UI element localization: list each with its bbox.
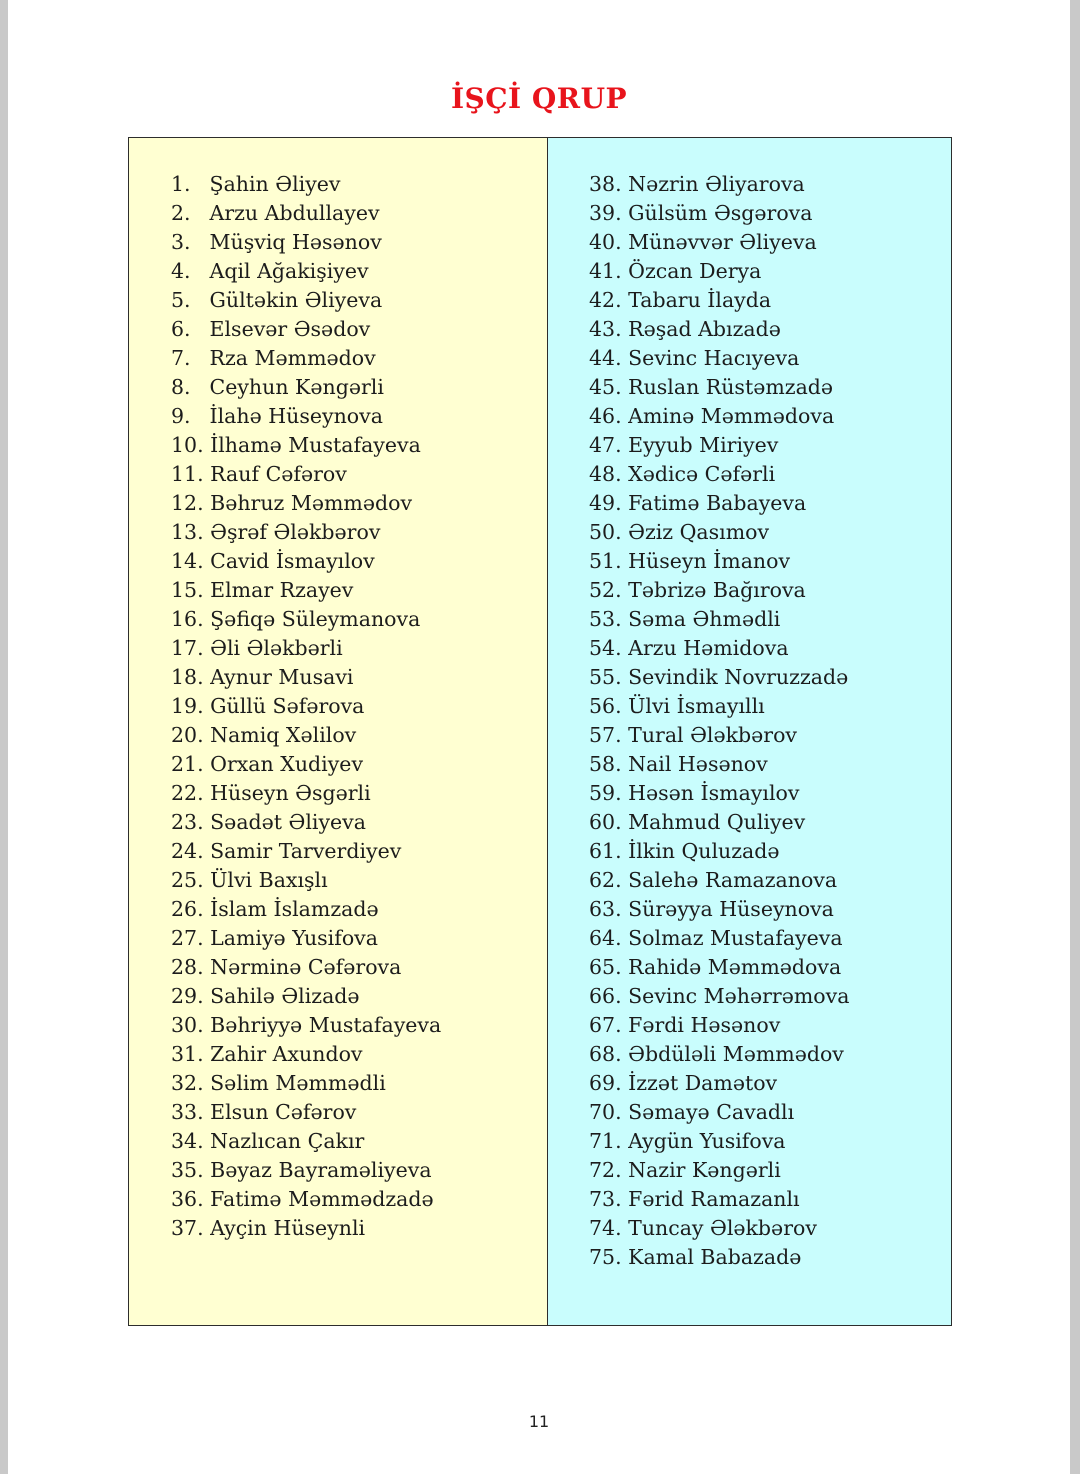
person-name: Ayçin Hüseynli xyxy=(210,1216,366,1240)
item-number: 13. xyxy=(171,520,204,544)
person-name: Aynur Musavi xyxy=(210,665,354,689)
person-name: Bəyaz Bayraməliyeva xyxy=(210,1158,432,1182)
item-number: 20. xyxy=(171,723,204,747)
list-item xyxy=(171,1214,547,1243)
list-item xyxy=(589,982,951,1011)
right-column xyxy=(548,138,951,1325)
person-name: Orxan Xudiyev xyxy=(210,752,364,776)
list-item xyxy=(589,228,951,257)
item-number: 5. xyxy=(171,288,191,312)
item-number: 29. xyxy=(171,984,204,1008)
item-number: 2. xyxy=(171,201,191,225)
item-number: 9. xyxy=(171,404,191,428)
list-item xyxy=(589,1098,951,1127)
list-item xyxy=(589,199,951,228)
person-name: Gültəkin Əliyeva xyxy=(209,288,383,312)
person-name: İlhamə Mustafayeva xyxy=(210,433,421,457)
person-name: Müşviq Həsənov xyxy=(209,230,382,254)
list-item xyxy=(171,1127,547,1156)
person-name: Rahidə Məmmədova xyxy=(628,955,842,979)
item-number: 35. xyxy=(171,1158,204,1182)
person-name: Fatimə Məmmədzadə xyxy=(210,1187,434,1211)
person-name: Nazlıcan Çakır xyxy=(210,1129,365,1153)
list-item xyxy=(171,1069,547,1098)
item-number: 6. xyxy=(171,317,191,341)
list-item xyxy=(589,924,951,953)
person-name: Solmaz Mustafayeva xyxy=(628,926,843,950)
item-number: 46. xyxy=(589,404,622,428)
list-item xyxy=(589,460,951,489)
person-name: Sahilə Əlizadə xyxy=(210,984,360,1008)
person-name: Elsevər Əsədov xyxy=(209,317,371,341)
list-item xyxy=(171,634,547,663)
list-item xyxy=(589,1243,951,1272)
list-item xyxy=(589,721,951,750)
list-item xyxy=(171,1098,547,1127)
person-name: Hüseyn İmanov xyxy=(628,549,791,573)
list-item xyxy=(589,257,951,286)
list-item xyxy=(171,837,547,866)
left-name-list xyxy=(171,170,547,1243)
item-number: 10. xyxy=(171,433,204,457)
person-name: Səlim Məmmədli xyxy=(210,1071,386,1095)
list-item xyxy=(589,634,951,663)
person-name: Ülvi Baxışlı xyxy=(210,868,328,892)
person-name: Tuncay Ələkbərov xyxy=(628,1216,817,1240)
item-number: 69. xyxy=(589,1071,622,1095)
person-name: Rauf Cəfərov xyxy=(210,462,347,486)
names-table xyxy=(128,137,952,1326)
item-number: 26. xyxy=(171,897,204,921)
person-name: Şəfiqə Süleymanova xyxy=(210,607,421,631)
item-number: 3. xyxy=(171,230,191,254)
item-number: 14. xyxy=(171,549,204,573)
person-name: Təbrizə Bağırova xyxy=(628,578,806,602)
person-name: Arzu Həmidova xyxy=(628,636,789,660)
list-item xyxy=(171,895,547,924)
item-number: 47. xyxy=(589,433,622,457)
item-number: 30. xyxy=(171,1013,204,1037)
person-name: Səmayə Cavadlı xyxy=(628,1100,795,1124)
person-name: Sürəyya Hüseynova xyxy=(628,897,834,921)
list-item xyxy=(589,489,951,518)
item-number: 63. xyxy=(589,897,622,921)
list-item xyxy=(171,373,547,402)
list-item xyxy=(589,953,951,982)
item-number: 27. xyxy=(171,926,204,950)
person-name: Nəzrin Əliyarova xyxy=(628,172,805,196)
item-number: 65. xyxy=(589,955,622,979)
item-number: 72. xyxy=(589,1158,622,1182)
item-number: 60. xyxy=(589,810,622,834)
person-name: Lamiyə Yusifova xyxy=(210,926,378,950)
item-number: 50. xyxy=(589,520,622,544)
item-number: 31. xyxy=(171,1042,204,1066)
item-number: 8. xyxy=(171,375,191,399)
item-number: 23. xyxy=(171,810,204,834)
list-item xyxy=(171,1156,547,1185)
item-number: 54. xyxy=(589,636,622,660)
item-number: 16. xyxy=(171,607,204,631)
item-number: 41. xyxy=(589,259,622,283)
list-item xyxy=(171,924,547,953)
person-name: Səma Əhmədli xyxy=(628,607,781,631)
item-number: 28. xyxy=(171,955,204,979)
list-item xyxy=(171,431,547,460)
person-name: Fərdi Həsənov xyxy=(628,1013,781,1037)
list-item xyxy=(171,605,547,634)
item-number: 17. xyxy=(171,636,204,660)
item-number: 40. xyxy=(589,230,622,254)
person-name: Fərid Ramazanlı xyxy=(628,1187,800,1211)
item-number: 61. xyxy=(589,839,622,863)
person-name: Elmar Rzayev xyxy=(210,578,354,602)
person-name: Bəhruz Məmmədov xyxy=(210,491,413,515)
person-name: Ruslan Rüstəmzadə xyxy=(628,375,834,399)
list-item xyxy=(171,663,547,692)
person-name: Samir Tarverdiyev xyxy=(210,839,402,863)
item-number: 55. xyxy=(589,665,622,689)
list-item xyxy=(589,576,951,605)
list-item xyxy=(171,692,547,721)
item-number: 49. xyxy=(589,491,622,515)
document-page xyxy=(8,0,1070,1474)
person-name: Münəvvər Əliyeva xyxy=(628,230,817,254)
person-name: Mahmud Quliyev xyxy=(628,810,806,834)
person-name: Aminə Məmmədova xyxy=(628,404,835,428)
person-name: Tabaru İlayda xyxy=(628,288,772,312)
list-item xyxy=(171,460,547,489)
list-item xyxy=(171,286,547,315)
item-number: 74. xyxy=(589,1216,622,1240)
list-item xyxy=(171,779,547,808)
item-number: 66. xyxy=(589,984,622,1008)
list-item xyxy=(171,576,547,605)
list-item xyxy=(171,953,547,982)
list-item xyxy=(589,750,951,779)
person-name: İlkin Quluzadə xyxy=(628,839,780,863)
person-name: Kamal Babazadə xyxy=(628,1245,802,1269)
person-name: Nazir Kəngərli xyxy=(628,1158,781,1182)
list-item xyxy=(171,1040,547,1069)
item-number: 11. xyxy=(171,462,204,486)
person-name: Ceyhun Kəngərli xyxy=(209,375,384,399)
list-item xyxy=(589,373,951,402)
item-number: 32. xyxy=(171,1071,204,1095)
list-item xyxy=(589,1040,951,1069)
item-number: 52. xyxy=(589,578,622,602)
list-item xyxy=(171,257,547,286)
item-number: 51. xyxy=(589,549,622,573)
list-item xyxy=(589,808,951,837)
list-item xyxy=(589,402,951,431)
item-number: 53. xyxy=(589,607,622,631)
person-name: Namiq Xəlilov xyxy=(210,723,357,747)
item-number: 36. xyxy=(171,1187,204,1211)
item-number: 58. xyxy=(589,752,622,776)
list-item xyxy=(171,547,547,576)
person-name: Həsən İsmayılov xyxy=(628,781,800,805)
item-number: 15. xyxy=(171,578,204,602)
item-number: 48. xyxy=(589,462,622,486)
person-name: Əbdüləli Məmmədov xyxy=(628,1042,844,1066)
list-item xyxy=(589,431,951,460)
item-number: 45. xyxy=(589,375,622,399)
person-name: Şahin Əliyev xyxy=(209,172,341,196)
item-number: 21. xyxy=(171,752,204,776)
person-name: Xədicə Cəfərli xyxy=(628,462,776,486)
person-name: Fatimə Babayeva xyxy=(628,491,807,515)
list-item xyxy=(589,1185,951,1214)
right-name-list xyxy=(589,170,951,1272)
person-name: Rəşad Abızadə xyxy=(628,317,781,341)
person-name: Salehə Ramazanova xyxy=(628,868,838,892)
list-item xyxy=(589,866,951,895)
left-column xyxy=(129,138,548,1325)
item-number: 59. xyxy=(589,781,622,805)
list-item xyxy=(171,489,547,518)
item-number: 39. xyxy=(589,201,622,225)
person-name: Aygün Yusifova xyxy=(628,1129,786,1153)
item-number: 68. xyxy=(589,1042,622,1066)
item-number: 18. xyxy=(171,665,204,689)
list-item xyxy=(171,402,547,431)
list-item xyxy=(171,982,547,1011)
person-name: İlahə Hüseynova xyxy=(209,404,383,428)
list-item xyxy=(589,518,951,547)
person-name: Tural Ələkbərov xyxy=(628,723,798,747)
item-number: 34. xyxy=(171,1129,204,1153)
item-number: 25. xyxy=(171,868,204,892)
list-item xyxy=(589,344,951,373)
page-number: 11 xyxy=(528,1412,550,1431)
list-item xyxy=(589,1069,951,1098)
item-number: 38. xyxy=(589,172,622,196)
item-number: 64. xyxy=(589,926,622,950)
list-item xyxy=(589,605,951,634)
person-name: Zahir Axundov xyxy=(210,1042,363,1066)
item-number: 43. xyxy=(589,317,622,341)
person-name: Sevinc Hacıyeva xyxy=(628,346,800,370)
person-name: Bəhriyyə Mustafayeva xyxy=(210,1013,442,1037)
person-name: Hüseyn Əsgərli xyxy=(210,781,371,805)
item-number: 42. xyxy=(589,288,622,312)
person-name: Əziz Qasımov xyxy=(628,520,770,544)
person-name: Əşrəf Ələkbərov xyxy=(210,520,381,544)
list-item xyxy=(589,663,951,692)
item-number: 57. xyxy=(589,723,622,747)
item-number: 44. xyxy=(589,346,622,370)
item-number: 56. xyxy=(589,694,622,718)
list-item xyxy=(589,286,951,315)
list-item xyxy=(171,315,547,344)
person-name: Eyyub Miriyev xyxy=(628,433,779,457)
page-title: İŞÇİ QRUP xyxy=(450,82,628,115)
person-name: Nail Həsənov xyxy=(628,752,768,776)
item-number: 7. xyxy=(171,346,191,370)
item-number: 12. xyxy=(171,491,204,515)
list-item xyxy=(589,1011,951,1040)
person-name: Aqil Ağakişiyev xyxy=(209,259,369,283)
item-number: 73. xyxy=(589,1187,622,1211)
list-item xyxy=(589,692,951,721)
person-name: Güllü Səfərova xyxy=(210,694,365,718)
list-item xyxy=(589,1156,951,1185)
list-item xyxy=(589,779,951,808)
person-name: Sevinc Məhərrəmova xyxy=(628,984,850,1008)
item-number: 24. xyxy=(171,839,204,863)
item-number: 67. xyxy=(589,1013,622,1037)
person-name: Arzu Abdullayev xyxy=(209,201,380,225)
person-name: Cavid İsmayılov xyxy=(210,549,375,573)
item-number: 37. xyxy=(171,1216,204,1240)
list-item xyxy=(171,228,547,257)
list-item xyxy=(589,1214,951,1243)
list-item xyxy=(589,170,951,199)
person-name: Gülsüm Əsgərova xyxy=(628,201,813,225)
item-number: 33. xyxy=(171,1100,204,1124)
item-number: 71. xyxy=(589,1129,622,1153)
person-name: Rza Məmmədov xyxy=(209,346,376,370)
item-number: 70. xyxy=(589,1100,622,1124)
list-item xyxy=(589,837,951,866)
person-name: İslam İslamzadə xyxy=(210,897,379,921)
list-item xyxy=(589,315,951,344)
list-item xyxy=(171,1185,547,1214)
person-name: İzzət Damətov xyxy=(628,1071,778,1095)
list-item xyxy=(171,1011,547,1040)
list-item xyxy=(171,721,547,750)
list-item xyxy=(171,808,547,837)
item-number: 1. xyxy=(171,172,191,196)
item-number: 75. xyxy=(589,1245,622,1269)
person-name: Ülvi İsmayıllı xyxy=(628,694,765,718)
item-number: 62. xyxy=(589,868,622,892)
list-item xyxy=(171,170,547,199)
person-name: Elsun Cəfərov xyxy=(210,1100,357,1124)
list-item xyxy=(171,344,547,373)
person-name: Özcan Derya xyxy=(628,259,762,283)
item-number: 19. xyxy=(171,694,204,718)
list-item xyxy=(171,750,547,779)
list-item xyxy=(171,518,547,547)
person-name: Nərminə Cəfərova xyxy=(210,955,402,979)
item-number: 22. xyxy=(171,781,204,805)
person-name: Əli Ələkbərli xyxy=(210,636,343,660)
list-item xyxy=(589,1127,951,1156)
list-item xyxy=(589,895,951,924)
list-item xyxy=(171,866,547,895)
person-name: Sevindik Novruzzadə xyxy=(628,665,849,689)
list-item xyxy=(171,199,547,228)
list-item xyxy=(589,547,951,576)
item-number: 4. xyxy=(171,259,191,283)
person-name: Səadət Əliyeva xyxy=(210,810,366,834)
